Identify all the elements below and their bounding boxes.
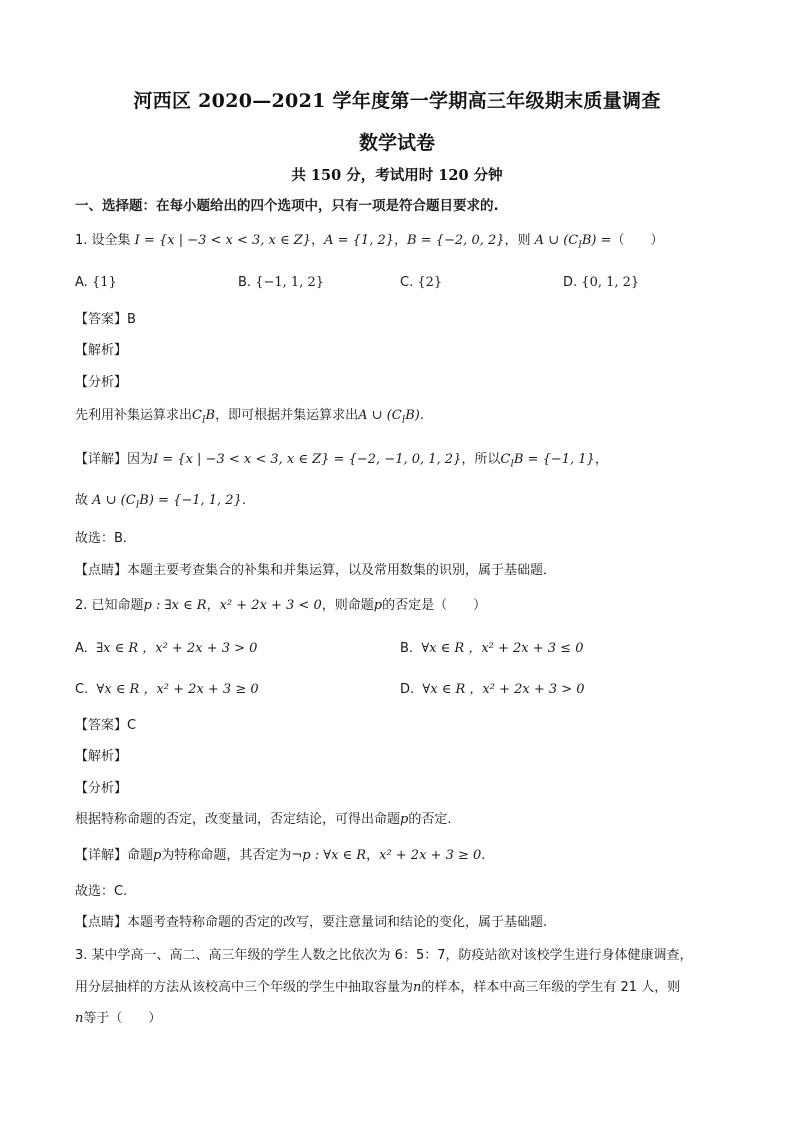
- q2-stem: 2. 已知命题p : ∃x ∈ R，x² + 2x + 3 < 0，则命题p的否定是（ ）: [75, 598, 487, 613]
- q2-choose: 故选：C.: [75, 884, 128, 899]
- q1-detail: 【详解】因为I = {x | −3 < x < 3, x ∈ Z} = {−2, −1, 0, 1, 2}，所以$C_IB = \{-1$, 1}，: [75, 452, 608, 470]
- q2-option-c: C. ∀x ∈ R ，x² + 2x + 3 ≥ 0: [75, 682, 259, 697]
- q1-fenxi-label: 【分析】: [75, 375, 128, 390]
- q2-answer: 【答案】C: [75, 718, 137, 733]
- q3-stem-line3: n等于（ ）: [75, 1011, 162, 1026]
- section-heading: 一、选择题：在每小题给出的四个选项中，只有一项是符合题目要求的.: [75, 198, 499, 214]
- q2-option-b: B. ∀x ∈ R ，x² + 2x + 3 ≤ 0: [400, 641, 584, 656]
- q1-comment: 【点睛】本题主要考查集合的补集和并集运算，以及常用数集的识别，属于基础题．: [75, 563, 557, 578]
- q2-comment: 【点睛】本题考查特称命题的否定的改写，要注意量词和结论的变化，属于基础题.: [75, 915, 548, 930]
- exam-subject: 数学试卷: [358, 132, 435, 154]
- q2-fenxi-label: 【分析】: [75, 781, 128, 796]
- q2-option-a: A. ∃x ∈ R ，x² + 2x + 3 > 0: [75, 641, 258, 656]
- q1-option-a: A. {1}: [75, 275, 117, 290]
- q1-option-b: B. {−1, 1, 2}: [238, 275, 324, 290]
- exam-title: 河西区 2020—2021 学年度第一学期高三年级期末质量调查: [133, 90, 661, 112]
- q1-conclusion: 故 A ∪ $(C_IB) = \{-1$, 1, 2}.: [75, 493, 246, 511]
- q2-detail: 【详解】命题p为特称命题，其否定为¬p : ∀x ∈ R，x² + 2x + 3 ≥ 0.: [75, 848, 486, 863]
- q1-choose: 故选：B．: [75, 531, 136, 546]
- q3-stem-line2: 用分层抽样的方法从该校高中三个年级的学生中抽取容量为n的样本，样本中高三年级的学生有 21 人，则: [75, 980, 681, 995]
- q1-stem: 1. 设全集 I = {x | −3 < x < 3, x ∈ Z}，A = {1, 2}，B = {−2, 0, 2}，则 A ∪ $(C_IB)$ =（ ）: [75, 233, 664, 251]
- q1-option-d: D. {0, 1, 2}: [563, 275, 640, 290]
- q2-jiexi-label: 【解析】: [75, 749, 128, 764]
- q1-analysis: 先利用补集运算求出$C_IB$，即可根据并集运算求出A ∪ $(C_IB)$.: [75, 408, 425, 426]
- q1-answer: 【答案】B: [75, 312, 136, 327]
- exam-info: 共 150 分，考试用时 120 分钟: [291, 167, 503, 184]
- q2-analysis: 根据特称命题的否定，改变量词，否定结论，可得出命题p的否定.: [75, 812, 452, 827]
- q1-option-c: C. {2}: [400, 275, 443, 290]
- q3-stem-line1: 3. 某中学高一、高二、高三年级的学生人数之比依次为 6：5：7，防疫站欲对该校学生进行身体健康调查，: [75, 948, 693, 963]
- q2-option-d: D. ∀x ∈ R ，x² + 2x + 3 > 0: [400, 682, 585, 697]
- q1-jiexi-label: 【解析】: [75, 343, 128, 358]
